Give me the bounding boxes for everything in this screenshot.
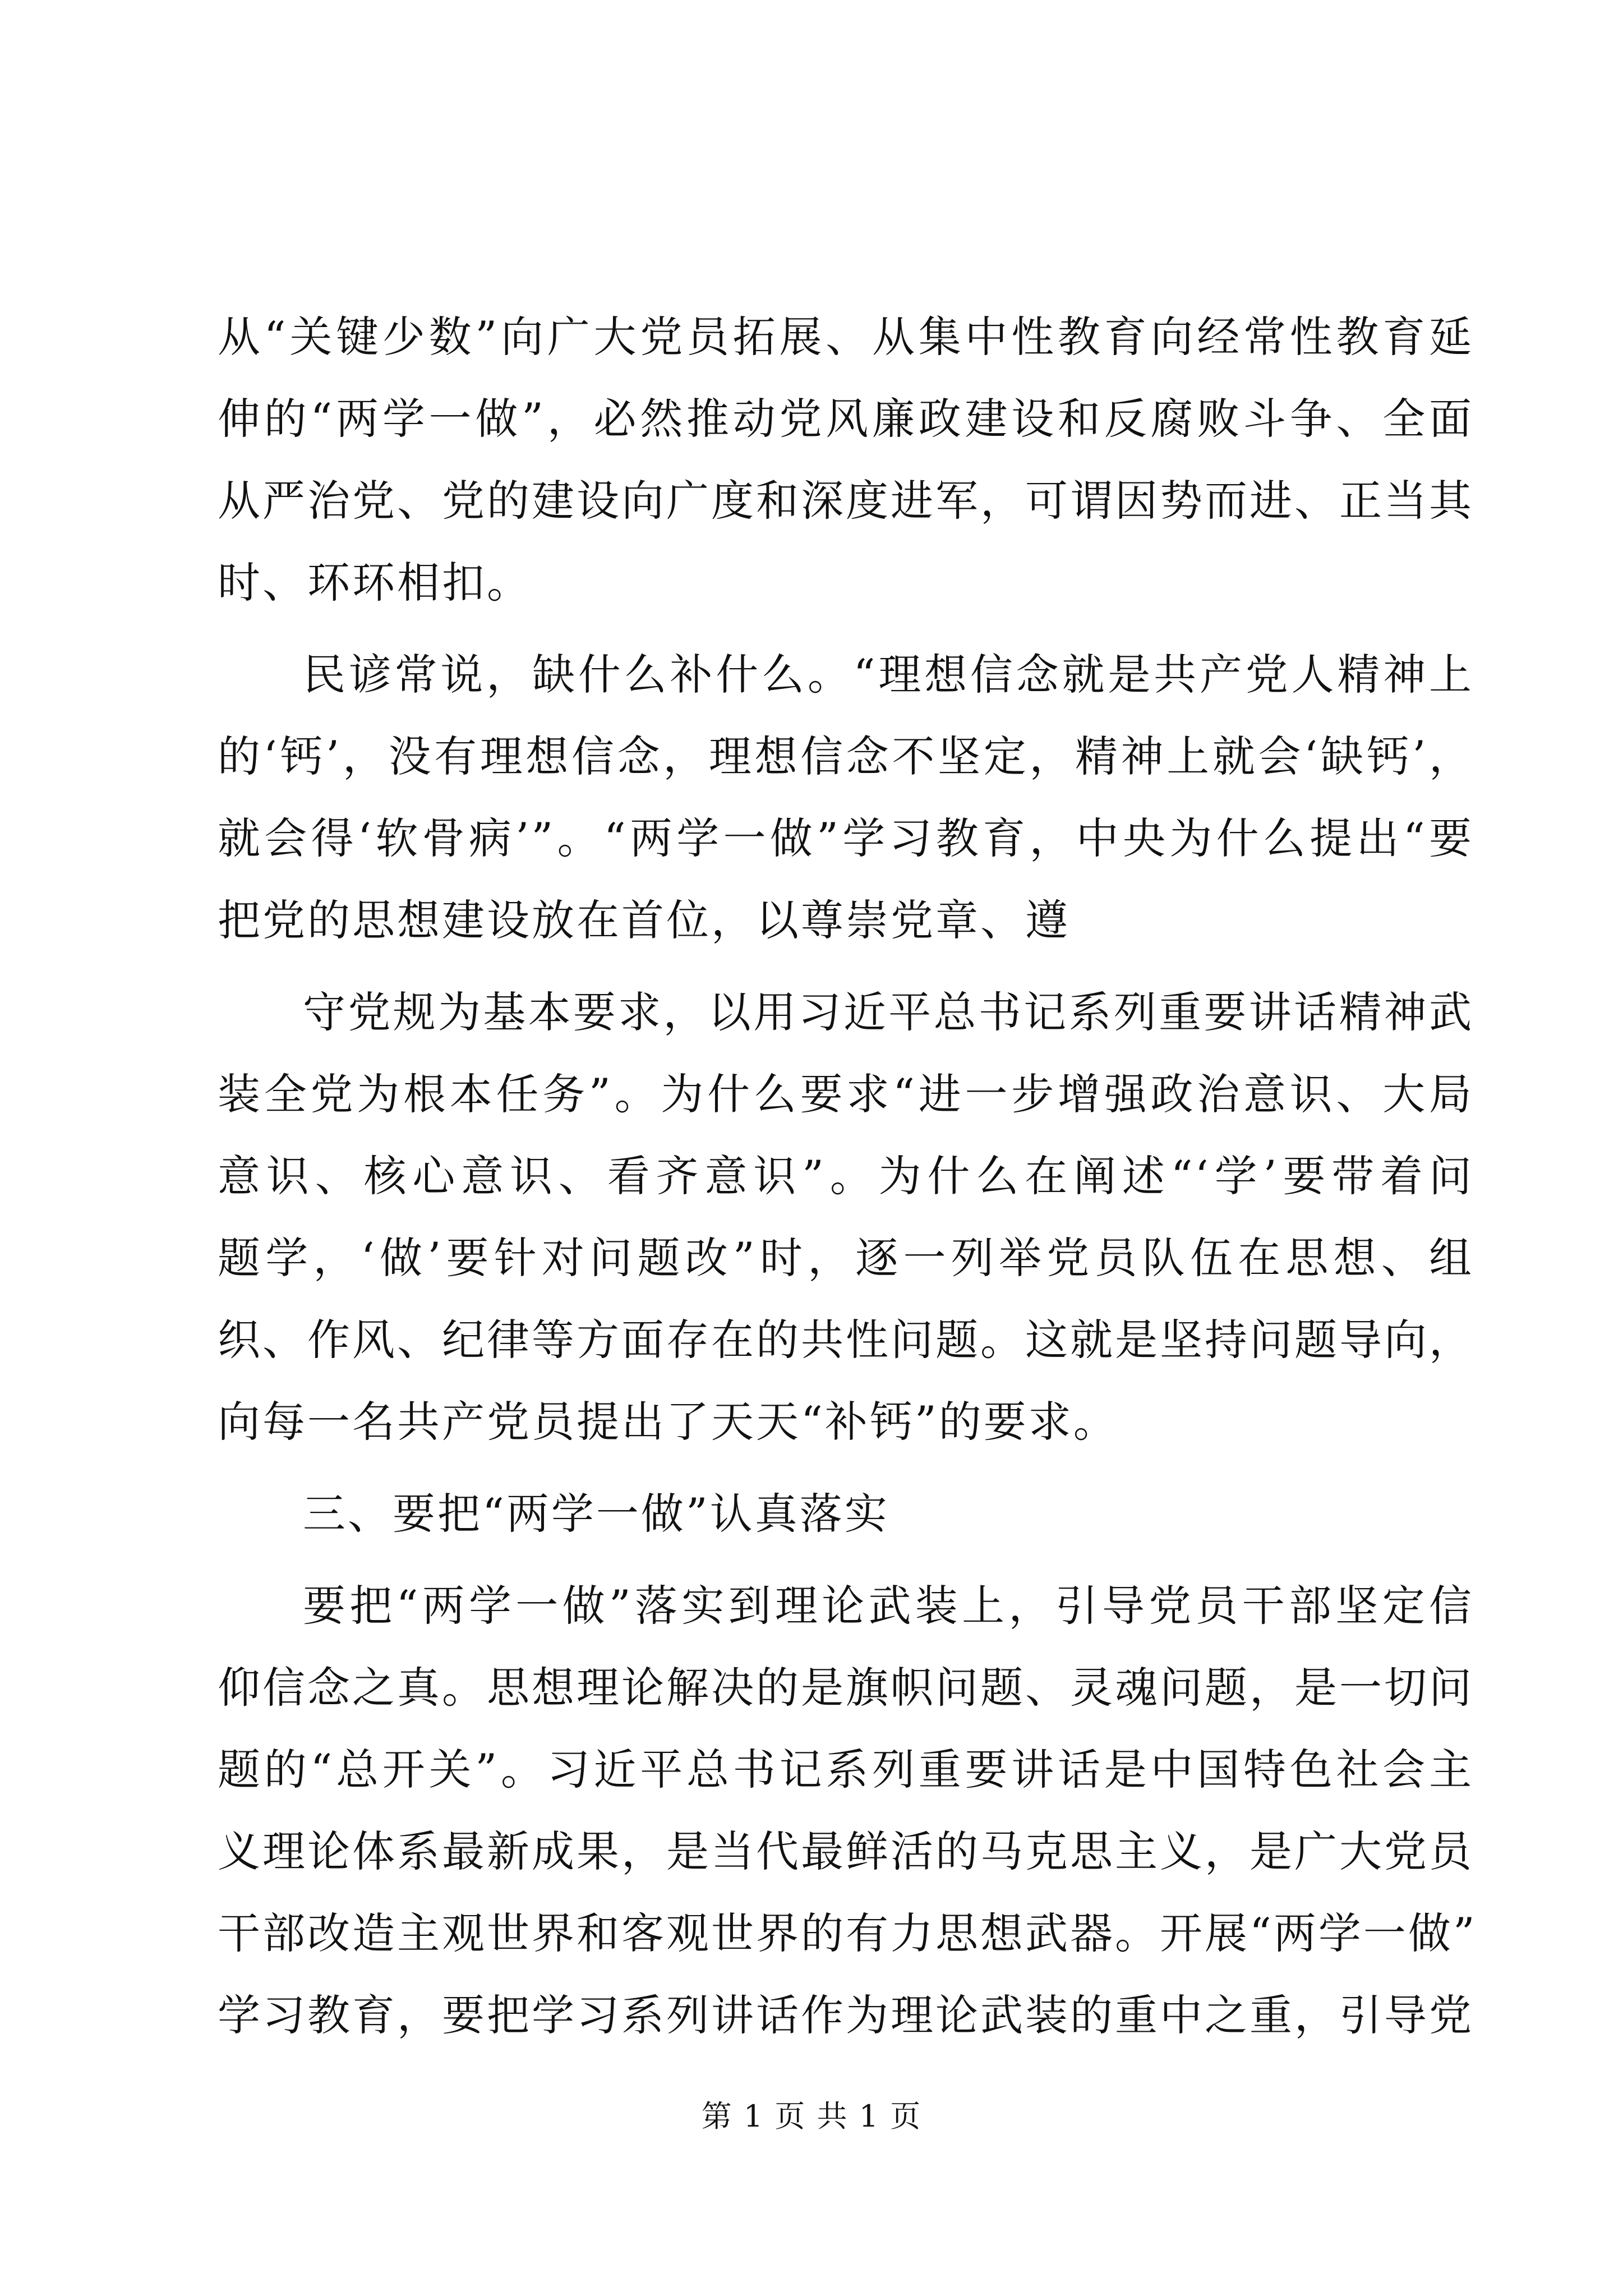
- text-line: 从严治党、党的建设向广度和深度进军，可谓因势而进、正当其: [218, 476, 1474, 526]
- text-line: 要把“两学一做”落实到理论武装上，引导党员干部坚定信: [303, 1581, 1474, 1631]
- text-line: 题学，‘做’要针对问题改”时，逐一列举党员队伍在思想、组: [218, 1233, 1474, 1283]
- paragraph-gap: [218, 961, 1474, 972]
- text-line: 题的“总开关”。习近平总书记系列重要讲话是中国特色社会主: [218, 1745, 1474, 1795]
- text-line: 向每一名共产党员提出了天天“补钙”的要求。: [218, 1397, 1118, 1447]
- text-line: 织、作风、纪律等方面存在的共性问题。这就是坚持问题导向，: [218, 1315, 1474, 1365]
- paragraph-gap: [218, 1463, 1474, 1473]
- document-body: [218, 296, 1477, 2056]
- paragraph-gap: [218, 1555, 1474, 1565]
- text-line: 把党的思想建设放在首位，以尊崇党章、遵: [218, 895, 1070, 945]
- text-line: 学习教育，要把学习系列讲话作为理论武装的重中之重，引导党: [218, 1990, 1474, 2040]
- text-line: 干部改造主观世界和客观世界的有力思想武器。开展“两学一做”: [218, 1908, 1477, 1958]
- text-line: 民谚常说，缺什么补什么。“理想信念就是共产党人精神上: [303, 650, 1474, 700]
- text-line: 从“关键少数”向广大党员拓展、从集中性教育向经常性教育延: [218, 312, 1474, 362]
- page-number: 第 1 页 共 1 页: [701, 2099, 922, 2134]
- text-line: 的‘钙’，没有理想信念，理想信念不坚定，精神上就会‘缺钙’，: [218, 731, 1474, 781]
- text-line: 就会得‘软骨病’”。“两学一做”学习教育，中央为什么提出“要: [218, 813, 1474, 863]
- paragraph-gap: [218, 624, 1474, 634]
- text-line: 仰信念之真。思想理论解决的是旗帜问题、灵魂问题，是一切问: [218, 1663, 1474, 1713]
- section-heading: 三、要把“两学一做”认真落实: [303, 1489, 889, 1539]
- text-line: 时、环环相扣。: [218, 558, 532, 608]
- text-line: 意识、核心意识、看齐意识”。为什么在阐述“‘学’要带着问: [218, 1151, 1474, 1201]
- text-line: 伸的“两学一做”，必然推动党风廉政建设和反腐败斗争、全面: [218, 394, 1474, 444]
- page-footer: [0, 2097, 1623, 2136]
- text-line: 义理论体系最新成果，是当代最鲜活的马克思主义，是广大党员: [218, 1826, 1474, 1876]
- text-line: 装全党为根本任务”。为什么要求“进一步增强政治意识、大局: [218, 1069, 1474, 1119]
- text-line: 守党规为基本要求，以用习近平总书记系列重要讲话精神武: [303, 987, 1474, 1037]
